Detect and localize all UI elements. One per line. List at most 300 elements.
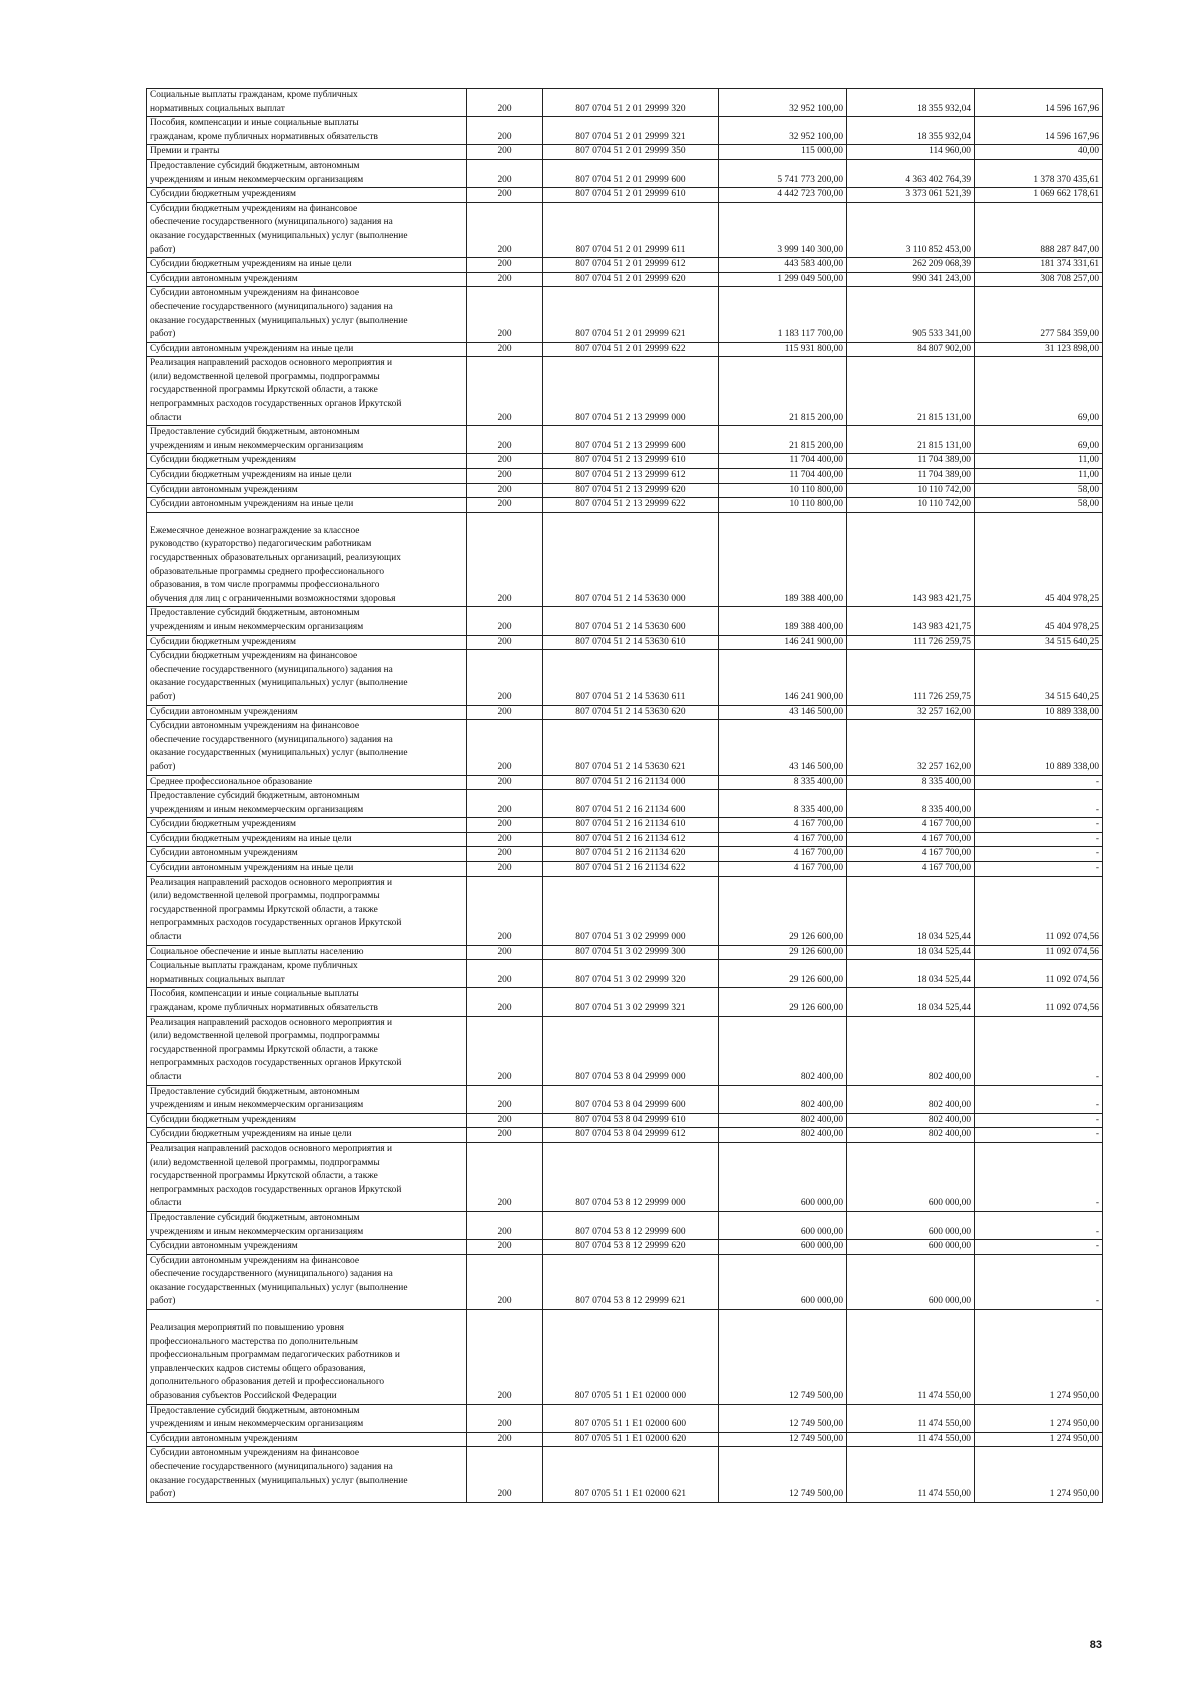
row-unexecuted-amount-cell: 14 596 167,96 — [975, 89, 1103, 117]
row-name-cell: Субсидии автономным учреждениям на иные цели — [147, 342, 467, 357]
row-name-cell: Субсидии автономным учреждениям — [147, 483, 467, 498]
row-kbk-cell: 807 0705 51 1 E1 02000 000 — [543, 1310, 719, 1405]
row-code-cell: 200 — [467, 89, 543, 117]
row-executed-amount-cell: 990 341 243,00 — [847, 272, 975, 287]
table-row — [147, 1128, 1103, 1143]
row-code-cell: 200 — [467, 1254, 543, 1309]
row-approved-amount-cell: 4 167 700,00 — [719, 818, 847, 833]
row-kbk-cell: 807 0704 51 2 16 21134 622 — [543, 862, 719, 877]
row-code-cell: 200 — [467, 469, 543, 484]
row-executed-amount-cell: 600 000,00 — [847, 1211, 975, 1239]
row-name-cell: Реализация направлений расходов основного мероприятия и (или) ведомственной целевой программы, подпрограммы государственной программы Иркутской области, а также непрограммных расходов государственных органов Иркутской области — [147, 1016, 467, 1085]
row-executed-amount-cell: 111 726 259,75 — [847, 635, 975, 650]
row-unexecuted-amount-cell: 69,00 — [975, 426, 1103, 454]
row-code-cell: 200 — [467, 454, 543, 469]
row-name-cell: Социальные выплаты гражданам, кроме публичных нормативных социальных выплат — [147, 89, 467, 117]
row-unexecuted-amount-cell: - — [975, 818, 1103, 833]
row-kbk-cell: 807 0704 51 2 14 53630 620 — [543, 705, 719, 720]
row-approved-amount-cell: 146 241 900,00 — [719, 635, 847, 650]
row-unexecuted-amount-cell: 31 123 898,00 — [975, 342, 1103, 357]
row-approved-amount-cell: 32 952 100,00 — [719, 89, 847, 117]
row-name-cell: Ежемесячное денежное вознаграждение за классное руководство (кураторство) педагогическим работникам государственных образовательных организаций, реализующих образовательные программы среднего профессионального образования, в том числе программы профессионального обучения для лиц с ограниченными возможностями здоровья — [147, 512, 467, 607]
row-name-cell: Субсидии автономным учреждениям на финансовое обеспечение государственного (муниципального) задания на оказание государственных (муниципальных) услуг (выполнение работ) — [147, 720, 467, 775]
row-name-cell: Пособия, компенсации и иные социальные выплаты гражданам, кроме публичных нормативных обязательств — [147, 988, 467, 1016]
row-unexecuted-amount-cell: 1 069 662 178,61 — [975, 188, 1103, 203]
table-row — [147, 1404, 1103, 1432]
row-code-cell: 200 — [467, 202, 543, 257]
row-approved-amount-cell: 189 388 400,00 — [719, 607, 847, 635]
row-executed-amount-cell: 10 110 742,00 — [847, 483, 975, 498]
row-code-cell: 200 — [467, 1310, 543, 1405]
row-approved-amount-cell: 29 126 600,00 — [719, 945, 847, 960]
row-approved-amount-cell: 600 000,00 — [719, 1254, 847, 1309]
row-approved-amount-cell: 4 167 700,00 — [719, 862, 847, 877]
row-executed-amount-cell: 18 034 525,44 — [847, 988, 975, 1016]
row-executed-amount-cell: 600 000,00 — [847, 1254, 975, 1309]
row-unexecuted-amount-cell: 1 274 950,00 — [975, 1447, 1103, 1502]
row-executed-amount-cell: 802 400,00 — [847, 1085, 975, 1113]
row-code-cell: 200 — [467, 847, 543, 862]
row-unexecuted-amount-cell: - — [975, 1128, 1103, 1143]
row-executed-amount-cell: 802 400,00 — [847, 1016, 975, 1085]
row-kbk-cell: 807 0704 51 2 14 53630 621 — [543, 720, 719, 775]
row-approved-amount-cell: 1 183 117 700,00 — [719, 287, 847, 342]
row-kbk-cell: 807 0704 51 2 13 29999 612 — [543, 469, 719, 484]
row-name-cell: Социальные выплаты гражданам, кроме публичных нормативных социальных выплат — [147, 960, 467, 988]
row-code-cell: 200 — [467, 188, 543, 203]
row-code-cell: 200 — [467, 483, 543, 498]
row-name-cell: Субсидии автономным учреждениям на финансовое обеспечение государственного (муниципального) задания на оказание государственных (муниципальных) услуг (выполнение работ) — [147, 1447, 467, 1502]
row-code-cell: 200 — [467, 1447, 543, 1502]
row-executed-amount-cell: 11 704 389,00 — [847, 469, 975, 484]
row-kbk-cell: 807 0704 51 2 13 29999 610 — [543, 454, 719, 469]
row-kbk-cell: 807 0705 51 1 E1 02000 621 — [543, 1447, 719, 1502]
row-unexecuted-amount-cell: 69,00 — [975, 357, 1103, 426]
row-code-cell: 200 — [467, 1240, 543, 1255]
row-unexecuted-amount-cell: - — [975, 1240, 1103, 1255]
row-unexecuted-amount-cell: - — [975, 1016, 1103, 1085]
row-approved-amount-cell: 29 126 600,00 — [719, 876, 847, 945]
row-unexecuted-amount-cell: 11 092 074,56 — [975, 876, 1103, 945]
table-row — [147, 790, 1103, 818]
row-kbk-cell: 807 0704 51 2 14 53630 611 — [543, 650, 719, 705]
row-kbk-cell: 807 0704 51 2 01 29999 350 — [543, 145, 719, 160]
row-executed-amount-cell: 905 533 341,00 — [847, 287, 975, 342]
row-name-cell: Субсидии бюджетным учреждениям на иные цели — [147, 258, 467, 273]
row-kbk-cell: 807 0704 51 2 16 21134 000 — [543, 775, 719, 790]
table-row — [147, 1085, 1103, 1113]
row-approved-amount-cell: 43 146 500,00 — [719, 705, 847, 720]
row-name-cell: Среднее профессиональное образование — [147, 775, 467, 790]
row-kbk-cell: 807 0704 53 8 12 29999 620 — [543, 1240, 719, 1255]
row-unexecuted-amount-cell: - — [975, 862, 1103, 877]
row-executed-amount-cell: 84 807 902,00 — [847, 342, 975, 357]
row-kbk-cell: 807 0704 51 2 16 21134 600 — [543, 790, 719, 818]
row-code-cell: 200 — [467, 945, 543, 960]
row-name-cell: Субсидии автономным учреждениям — [147, 272, 467, 287]
row-approved-amount-cell: 600 000,00 — [719, 1142, 847, 1211]
row-unexecuted-amount-cell: 40,00 — [975, 145, 1103, 160]
row-code-cell: 200 — [467, 607, 543, 635]
row-unexecuted-amount-cell: 45 404 978,25 — [975, 512, 1103, 607]
row-executed-amount-cell: 18 355 932,04 — [847, 117, 975, 145]
row-executed-amount-cell: 18 034 525,44 — [847, 945, 975, 960]
table-row — [147, 202, 1103, 257]
row-approved-amount-cell: 600 000,00 — [719, 1240, 847, 1255]
row-kbk-cell: 807 0704 51 3 02 29999 320 — [543, 960, 719, 988]
table-row — [147, 720, 1103, 775]
table-row — [147, 1254, 1103, 1309]
row-approved-amount-cell: 802 400,00 — [719, 1128, 847, 1143]
row-name-cell: Субсидии бюджетным учреждениям — [147, 454, 467, 469]
row-approved-amount-cell: 8 335 400,00 — [719, 775, 847, 790]
table-row — [147, 775, 1103, 790]
budget-table — [146, 88, 1103, 1503]
row-executed-amount-cell: 32 257 162,00 — [847, 705, 975, 720]
row-approved-amount-cell: 802 400,00 — [719, 1085, 847, 1113]
row-code-cell: 200 — [467, 1113, 543, 1128]
table-row — [147, 454, 1103, 469]
page-number: 83 — [1089, 1639, 1102, 1651]
row-code-cell: 200 — [467, 159, 543, 187]
row-kbk-cell: 807 0704 51 2 01 29999 321 — [543, 117, 719, 145]
row-executed-amount-cell: 4 167 700,00 — [847, 862, 975, 877]
row-executed-amount-cell: 802 400,00 — [847, 1128, 975, 1143]
row-name-cell: Субсидии бюджетным учреждениям — [147, 635, 467, 650]
row-unexecuted-amount-cell: 58,00 — [975, 498, 1103, 513]
row-unexecuted-amount-cell: 11,00 — [975, 454, 1103, 469]
table-row — [147, 426, 1103, 454]
row-kbk-cell: 807 0705 51 1 E1 02000 600 — [543, 1404, 719, 1432]
row-approved-amount-cell: 600 000,00 — [719, 1211, 847, 1239]
row-name-cell: Субсидии автономным учреждениям на финансовое обеспечение государственного (муниципального) задания на оказание государственных (муниципальных) услуг (выполнение работ) — [147, 1254, 467, 1309]
row-executed-amount-cell: 18 034 525,44 — [847, 876, 975, 945]
budget-report-sheet — [146, 88, 1102, 1503]
row-code-cell: 200 — [467, 1128, 543, 1143]
row-approved-amount-cell: 12 749 500,00 — [719, 1404, 847, 1432]
row-approved-amount-cell: 10 110 800,00 — [719, 498, 847, 513]
table-row — [147, 272, 1103, 287]
row-approved-amount-cell: 10 110 800,00 — [719, 483, 847, 498]
table-row — [147, 635, 1103, 650]
row-approved-amount-cell: 12 749 500,00 — [719, 1432, 847, 1447]
row-unexecuted-amount-cell: 14 596 167,96 — [975, 117, 1103, 145]
row-name-cell: Предоставление субсидий бюджетным, автономным учреждениям и иным некоммерческим организациям — [147, 1404, 467, 1432]
row-executed-amount-cell: 11 474 550,00 — [847, 1404, 975, 1432]
table-row — [147, 1016, 1103, 1085]
row-name-cell: Субсидии автономным учреждениям — [147, 1240, 467, 1255]
row-approved-amount-cell: 21 815 200,00 — [719, 426, 847, 454]
row-executed-amount-cell: 11 474 550,00 — [847, 1310, 975, 1405]
row-approved-amount-cell: 8 335 400,00 — [719, 790, 847, 818]
row-name-cell: Субсидии автономным учреждениям на финансовое обеспечение государственного (муниципального) задания на оказание государственных (муниципальных) услуг (выполнение работ) — [147, 287, 467, 342]
row-unexecuted-amount-cell: 1 274 950,00 — [975, 1310, 1103, 1405]
row-name-cell: Субсидии бюджетным учреждениям на финансовое обеспечение государственного (муниципального) задания на оказание государственных (муниципальных) услуг (выполнение работ) — [147, 202, 467, 257]
row-unexecuted-amount-cell: - — [975, 832, 1103, 847]
row-kbk-cell: 807 0704 53 8 04 29999 600 — [543, 1085, 719, 1113]
row-name-cell: Субсидии автономным учреждениям — [147, 847, 467, 862]
row-approved-amount-cell: 32 952 100,00 — [719, 117, 847, 145]
row-approved-amount-cell: 43 146 500,00 — [719, 720, 847, 775]
row-kbk-cell: 807 0704 53 8 12 29999 000 — [543, 1142, 719, 1211]
row-executed-amount-cell: 3 110 852 453,00 — [847, 202, 975, 257]
row-kbk-cell: 807 0704 51 2 01 29999 610 — [543, 188, 719, 203]
row-name-cell: Субсидии бюджетным учреждениям на иные цели — [147, 469, 467, 484]
row-name-cell: Предоставление субсидий бюджетным, автономным учреждениям и иным некоммерческим организациям — [147, 159, 467, 187]
row-unexecuted-amount-cell: 277 584 359,00 — [975, 287, 1103, 342]
table-row — [147, 705, 1103, 720]
row-executed-amount-cell: 4 167 700,00 — [847, 832, 975, 847]
row-code-cell: 200 — [467, 1432, 543, 1447]
row-unexecuted-amount-cell: - — [975, 790, 1103, 818]
table-row — [147, 1310, 1103, 1405]
row-kbk-cell: 807 0704 51 3 02 29999 300 — [543, 945, 719, 960]
row-executed-amount-cell: 11 474 550,00 — [847, 1432, 975, 1447]
row-name-cell: Пособия, компенсации и иные социальные выплаты гражданам, кроме публичных нормативных обязательств — [147, 117, 467, 145]
row-executed-amount-cell: 114 960,00 — [847, 145, 975, 160]
row-unexecuted-amount-cell: 11 092 074,56 — [975, 988, 1103, 1016]
row-name-cell: Реализация мероприятий по повышению уровня профессионального мастерства по дополнительным профессиональным программам педагогических работников и управленческих кадров системы общего образования, дополнительного образования детей и профессионального образования субъектов Российской Федерации — [147, 1310, 467, 1405]
table-row — [147, 498, 1103, 513]
row-executed-amount-cell: 10 110 742,00 — [847, 498, 975, 513]
row-code-cell: 200 — [467, 1142, 543, 1211]
row-code-cell: 200 — [467, 705, 543, 720]
table-row — [147, 287, 1103, 342]
row-name-cell: Предоставление субсидий бюджетным, автономным учреждениям и иным некоммерческим организациям — [147, 1211, 467, 1239]
row-approved-amount-cell: 21 815 200,00 — [719, 357, 847, 426]
table-row — [147, 650, 1103, 705]
row-unexecuted-amount-cell: - — [975, 1113, 1103, 1128]
row-kbk-cell: 807 0704 51 2 01 29999 600 — [543, 159, 719, 187]
row-executed-amount-cell: 4 363 402 764,39 — [847, 159, 975, 187]
row-kbk-cell: 807 0704 53 8 12 29999 621 — [543, 1254, 719, 1309]
row-approved-amount-cell: 11 704 400,00 — [719, 454, 847, 469]
row-unexecuted-amount-cell: 45 404 978,25 — [975, 607, 1103, 635]
row-name-cell: Предоставление субсидий бюджетным, автономным учреждениям и иным некоммерческим организациям — [147, 607, 467, 635]
table-row — [147, 988, 1103, 1016]
table-row — [147, 258, 1103, 273]
table-row — [147, 1432, 1103, 1447]
table-row — [147, 1142, 1103, 1211]
row-name-cell: Реализация направлений расходов основного мероприятия и (или) ведомственной целевой программы, подпрограммы государственной программы Иркутской области, а также непрограммных расходов государственных органов Иркутской области — [147, 876, 467, 945]
table-row — [147, 188, 1103, 203]
row-kbk-cell: 807 0704 51 3 02 29999 321 — [543, 988, 719, 1016]
row-code-cell: 200 — [467, 512, 543, 607]
table-row — [147, 342, 1103, 357]
row-executed-amount-cell: 11 474 550,00 — [847, 1447, 975, 1502]
row-kbk-cell: 807 0704 51 2 01 29999 612 — [543, 258, 719, 273]
table-row — [147, 832, 1103, 847]
row-kbk-cell: 807 0704 51 2 14 53630 000 — [543, 512, 719, 607]
row-kbk-cell: 807 0704 51 2 13 29999 620 — [543, 483, 719, 498]
row-name-cell: Субсидии автономным учреждениям — [147, 1432, 467, 1447]
row-name-cell: Субсидии автономным учреждениям на иные цели — [147, 498, 467, 513]
row-approved-amount-cell: 4 167 700,00 — [719, 832, 847, 847]
row-kbk-cell: 807 0704 51 2 01 29999 622 — [543, 342, 719, 357]
row-unexecuted-amount-cell: 34 515 640,25 — [975, 635, 1103, 650]
row-executed-amount-cell: 600 000,00 — [847, 1240, 975, 1255]
row-code-cell: 200 — [467, 272, 543, 287]
row-unexecuted-amount-cell: 11 092 074,56 — [975, 960, 1103, 988]
row-approved-amount-cell: 115 000,00 — [719, 145, 847, 160]
row-approved-amount-cell: 3 999 140 300,00 — [719, 202, 847, 257]
row-code-cell: 200 — [467, 832, 543, 847]
table-row — [147, 1447, 1103, 1502]
table-row — [147, 1240, 1103, 1255]
row-name-cell: Реализация направлений расходов основного мероприятия и (или) ведомственной целевой программы, подпрограммы государственной программы Иркутской области, а также непрограммных расходов государственных органов Иркутской области — [147, 357, 467, 426]
row-executed-amount-cell: 8 335 400,00 — [847, 775, 975, 790]
row-approved-amount-cell: 12 749 500,00 — [719, 1447, 847, 1502]
row-name-cell: Субсидии бюджетным учреждениям — [147, 1113, 467, 1128]
row-kbk-cell: 807 0704 53 8 04 29999 612 — [543, 1128, 719, 1143]
row-approved-amount-cell: 5 741 773 200,00 — [719, 159, 847, 187]
row-kbk-cell: 807 0704 51 2 01 29999 611 — [543, 202, 719, 257]
row-approved-amount-cell: 29 126 600,00 — [719, 988, 847, 1016]
table-row — [147, 1211, 1103, 1239]
row-code-cell: 200 — [467, 876, 543, 945]
row-unexecuted-amount-cell: 888 287 847,00 — [975, 202, 1103, 257]
row-code-cell: 200 — [467, 258, 543, 273]
row-executed-amount-cell: 111 726 259,75 — [847, 650, 975, 705]
row-kbk-cell: 807 0704 53 8 04 29999 000 — [543, 1016, 719, 1085]
row-name-cell: Субсидии бюджетным учреждениям на финансовое обеспечение государственного (муниципального) задания на оказание государственных (муниципальных) услуг (выполнение работ) — [147, 650, 467, 705]
row-name-cell: Предоставление субсидий бюджетным, автономным учреждениям и иным некоммерческим организациям — [147, 1085, 467, 1113]
row-executed-amount-cell: 143 983 421,75 — [847, 607, 975, 635]
row-unexecuted-amount-cell: - — [975, 847, 1103, 862]
row-name-cell: Субсидии бюджетным учреждениям на иные цели — [147, 1128, 467, 1143]
row-unexecuted-amount-cell: 58,00 — [975, 483, 1103, 498]
row-kbk-cell: 807 0704 51 2 01 29999 320 — [543, 89, 719, 117]
row-code-cell: 200 — [467, 1211, 543, 1239]
row-code-cell: 200 — [467, 650, 543, 705]
row-executed-amount-cell: 3 373 061 521,39 — [847, 188, 975, 203]
row-unexecuted-amount-cell: - — [975, 1211, 1103, 1239]
row-code-cell: 200 — [467, 720, 543, 775]
row-unexecuted-amount-cell: 11 092 074,56 — [975, 945, 1103, 960]
row-kbk-cell: 807 0704 51 2 01 29999 621 — [543, 287, 719, 342]
row-executed-amount-cell: 11 704 389,00 — [847, 454, 975, 469]
row-code-cell: 200 — [467, 1085, 543, 1113]
row-unexecuted-amount-cell: 1 274 950,00 — [975, 1404, 1103, 1432]
table-row — [147, 607, 1103, 635]
row-unexecuted-amount-cell: - — [975, 1142, 1103, 1211]
row-unexecuted-amount-cell: - — [975, 1085, 1103, 1113]
row-unexecuted-amount-cell: - — [975, 775, 1103, 790]
row-kbk-cell: 807 0704 51 2 14 53630 610 — [543, 635, 719, 650]
table-row — [147, 469, 1103, 484]
row-executed-amount-cell: 600 000,00 — [847, 1142, 975, 1211]
row-approved-amount-cell: 29 126 600,00 — [719, 960, 847, 988]
row-name-cell: Социальное обеспечение и иные выплаты населению — [147, 945, 467, 960]
row-approved-amount-cell: 802 400,00 — [719, 1113, 847, 1128]
row-code-cell: 200 — [467, 818, 543, 833]
row-code-cell: 200 — [467, 960, 543, 988]
row-executed-amount-cell: 18 034 525,44 — [847, 960, 975, 988]
row-executed-amount-cell: 262 209 068,39 — [847, 258, 975, 273]
row-name-cell: Реализация направлений расходов основного мероприятия и (или) ведомственной целевой программы, подпрограммы государственной программы Иркутской области, а также непрограммных расходов государственных органов Иркутской области — [147, 1142, 467, 1211]
row-kbk-cell: 807 0704 51 2 16 21134 620 — [543, 847, 719, 862]
row-unexecuted-amount-cell: 10 889 338,00 — [975, 705, 1103, 720]
row-code-cell: 200 — [467, 342, 543, 357]
table-row — [147, 847, 1103, 862]
row-code-cell: 200 — [467, 1016, 543, 1085]
budget-table-body — [147, 89, 1103, 1503]
table-row — [147, 1113, 1103, 1128]
table-row — [147, 117, 1103, 145]
row-executed-amount-cell: 21 815 131,00 — [847, 357, 975, 426]
table-row — [147, 960, 1103, 988]
table-row — [147, 89, 1103, 117]
row-approved-amount-cell: 146 241 900,00 — [719, 650, 847, 705]
row-code-cell: 200 — [467, 287, 543, 342]
row-kbk-cell: 807 0704 51 2 13 29999 622 — [543, 498, 719, 513]
row-kbk-cell: 807 0704 53 8 04 29999 610 — [543, 1113, 719, 1128]
row-name-cell: Субсидии бюджетным учреждениям — [147, 818, 467, 833]
row-code-cell: 200 — [467, 988, 543, 1016]
row-code-cell: 200 — [467, 1404, 543, 1432]
row-executed-amount-cell: 143 983 421,75 — [847, 512, 975, 607]
row-kbk-cell: 807 0704 51 3 02 29999 000 — [543, 876, 719, 945]
row-executed-amount-cell: 8 335 400,00 — [847, 790, 975, 818]
row-kbk-cell: 807 0704 51 2 13 29999 000 — [543, 357, 719, 426]
row-code-cell: 200 — [467, 775, 543, 790]
row-approved-amount-cell: 443 583 400,00 — [719, 258, 847, 273]
row-name-cell: Субсидии бюджетным учреждениям — [147, 188, 467, 203]
row-code-cell: 200 — [467, 498, 543, 513]
row-kbk-cell: 807 0705 51 1 E1 02000 620 — [543, 1432, 719, 1447]
row-unexecuted-amount-cell: - — [975, 1254, 1103, 1309]
table-row — [147, 483, 1103, 498]
table-row — [147, 357, 1103, 426]
row-name-cell: Премии и гранты — [147, 145, 467, 160]
row-name-cell: Субсидии бюджетным учреждениям на иные цели — [147, 832, 467, 847]
table-row — [147, 145, 1103, 160]
row-code-cell: 200 — [467, 145, 543, 160]
row-code-cell: 200 — [467, 426, 543, 454]
row-executed-amount-cell: 21 815 131,00 — [847, 426, 975, 454]
row-code-cell: 200 — [467, 357, 543, 426]
row-kbk-cell: 807 0704 51 2 16 21134 610 — [543, 818, 719, 833]
row-unexecuted-amount-cell: 1 274 950,00 — [975, 1432, 1103, 1447]
row-executed-amount-cell: 4 167 700,00 — [847, 847, 975, 862]
table-row — [147, 945, 1103, 960]
row-code-cell: 200 — [467, 635, 543, 650]
row-unexecuted-amount-cell: 34 515 640,25 — [975, 650, 1103, 705]
row-unexecuted-amount-cell: 11,00 — [975, 469, 1103, 484]
row-kbk-cell: 807 0704 51 2 13 29999 600 — [543, 426, 719, 454]
row-kbk-cell: 807 0704 51 2 14 53630 600 — [543, 607, 719, 635]
row-approved-amount-cell: 115 931 800,00 — [719, 342, 847, 357]
row-unexecuted-amount-cell: 1 378 370 435,61 — [975, 159, 1103, 187]
row-approved-amount-cell: 1 299 049 500,00 — [719, 272, 847, 287]
row-name-cell: Субсидии автономным учреждениям на иные цели — [147, 862, 467, 877]
row-executed-amount-cell: 18 355 932,04 — [847, 89, 975, 117]
table-row — [147, 512, 1103, 607]
row-unexecuted-amount-cell: 181 374 331,61 — [975, 258, 1103, 273]
row-unexecuted-amount-cell: 308 708 257,00 — [975, 272, 1103, 287]
table-row — [147, 159, 1103, 187]
row-approved-amount-cell: 11 704 400,00 — [719, 469, 847, 484]
table-row — [147, 876, 1103, 945]
row-code-cell: 200 — [467, 790, 543, 818]
row-executed-amount-cell: 4 167 700,00 — [847, 818, 975, 833]
row-kbk-cell: 807 0704 51 2 16 21134 612 — [543, 832, 719, 847]
row-approved-amount-cell: 189 388 400,00 — [719, 512, 847, 607]
table-row — [147, 862, 1103, 877]
row-name-cell: Предоставление субсидий бюджетным, автономным учреждениям и иным некоммерческим организациям — [147, 426, 467, 454]
row-approved-amount-cell: 12 749 500,00 — [719, 1310, 847, 1405]
row-name-cell: Субсидии автономным учреждениям — [147, 705, 467, 720]
